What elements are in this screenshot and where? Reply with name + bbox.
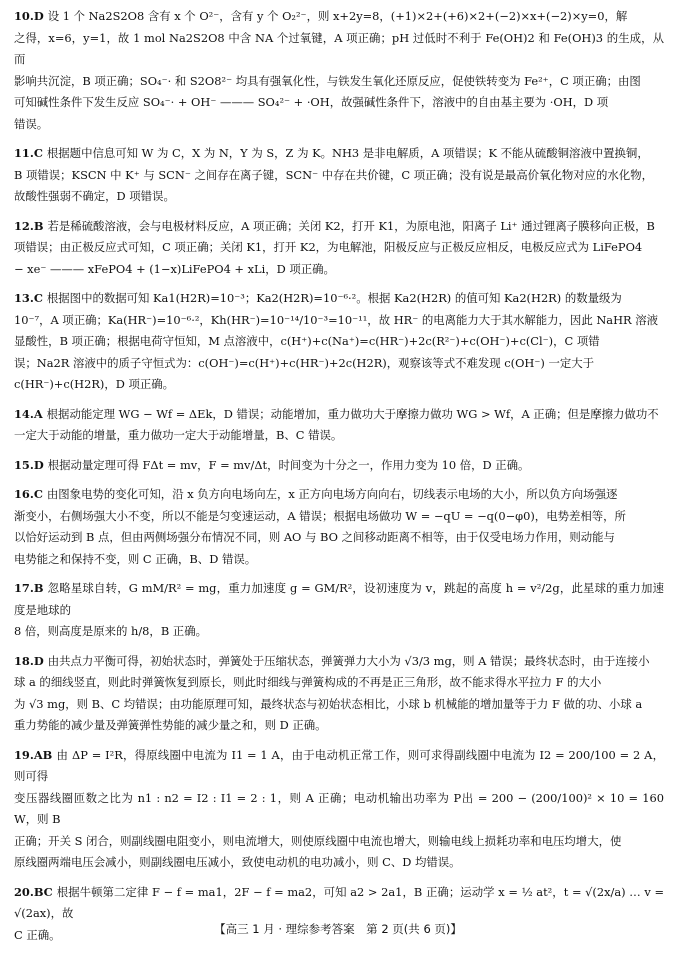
answer-line: − xe⁻ ——— xFePO4 + (1−x)LiFePO4 + xLi，D 项正确。: [14, 261, 335, 276]
answer-line: 一定大于动能的增量，重力做功一定大于动能增量，B、C 错误。: [14, 428, 343, 442]
question-number: 19.AB: [14, 747, 53, 762]
answer-line: [14, 404, 664, 426]
answer-line: c(HR⁻)+c(H2R)，D 项正确。: [14, 377, 175, 391]
answer-line: [14, 6, 664, 28]
answer-line: 变压器线圈匝数之比为 n1 : n2 = I2 : I1 = 2 : 1，则 A 正确；电动机输出功率为 P出 = 200 − (200/100)² × 10 = 160 W，则 B: [14, 790, 664, 826]
answer-item: [14, 745, 664, 874]
answer-text: 设 1 个 Na2S2O8 含有 x 个 O²⁻，含有 y 个 O₂²⁻，则 x+2y=8，(+1)×2+(+6)×2+(−2)×x+(−2)×y=0，解: [47, 9, 628, 23]
answer-line: 项错误；由正极反应式可知，C 项正确；关闭 K1，打开 K2，为电解池，阳极反应与正极反应相反，电极反应式为 LiFePO4: [14, 240, 643, 254]
answer-line: 原线圈两端电压会减小，则副线圈电压减小，致使电动机的电功减小，则 C、D 均错误。: [14, 855, 461, 869]
question-number: 20.BC: [14, 884, 53, 899]
answer-line: 误；Na2R 溶液中的质子守恒式为：c(OH⁻)=c(H⁺)+c(HR⁻)+2c(H2R)，观察该等式不难发现 c(OH⁻) 一定大于: [14, 355, 595, 370]
answer-item: [14, 455, 664, 477]
question-number: 15.D: [14, 457, 44, 472]
answer-item: [14, 288, 664, 396]
answer-line: 10⁻⁷，A 项正确；Ka(HR⁻)=10⁻⁶·²，Kh(HR⁻)=10⁻¹⁴/10⁻³=10⁻¹¹，故 HR⁻ 的电离能力大于其水解能力，因此 NaHR 溶液: [14, 312, 659, 327]
answer-line: 故酸性强弱不确定，D 项错误。: [14, 189, 175, 203]
answer-line: 影响共沉淀，B 项正确；SO₄⁻· 和 S2O8²⁻ 均具有强氧化性，与铁发生氧化还原反应，促使铁转变为 Fe²⁺，C 项正确；由图: [14, 73, 641, 88]
answer-line: 为 √3 mg，则 B、C 均错误；由功能原理可知，最终状态与初始状态相比，小球 b 机械能的增加量等于力 F 做的功、小球 a: [14, 696, 643, 711]
answer-text: 根据动量定理可得 FΔt = mv，F = mv/Δt，时间变为十分之一，作用力变为 10 倍，D 正确。: [47, 457, 530, 472]
answer-line: B 项错误；KSCN 中 K⁺ 与 SCN⁻ 之间存在离子键，SCN⁻ 中存在共价键，C 项正确；没有说是最高价氧化物对应的水化物，: [14, 167, 653, 182]
answer-item: [14, 404, 664, 447]
question-number: 13.C: [14, 291, 43, 305]
answer-line: [14, 455, 664, 477]
question-number: 14.A: [14, 406, 43, 421]
answer-line: [14, 216, 664, 238]
answer-line: 以恰好运动到 B 点，但由两侧场强分布情况不同，则 AO 与 BO 之间移动距离不相等，由于仅受电场力作用，则动能与: [14, 530, 615, 544]
answer-text: 根据牛顿第二定律 F − f = ma1，2F − f = ma2，可知 a2 > 2a1，B 正确；运动学 x = ½ at²，t = √(2x/a) … v = √(2ax)，故: [14, 884, 664, 920]
answer-line: [14, 288, 664, 310]
answer-line: 8 倍，则高度是原来的 h/8，B 正确。: [14, 624, 207, 638]
answer-line: 错误。: [14, 116, 49, 131]
answer-line: [14, 882, 664, 925]
answer-line: 重力势能的减少量及弹簧弹性势能的减少量之和，则 D 正确。: [14, 718, 327, 732]
question-number: 11.C: [14, 146, 43, 160]
answer-line: 球 a 的细线竖直，则此时弹簧恢复到原长，则此时细线与弹簧构成的不再是正三角形，故不能求得水平拉力 F 的大小: [14, 675, 602, 689]
question-number: 17.B: [14, 581, 44, 595]
question-number: 18.D: [14, 653, 44, 668]
answer-line: 渐变小，右侧场强大小不变，所以不能是匀变速运动，A 错误；根据电场做功 W = −qU = −q(0−φ0)，电势差相等，所: [14, 508, 626, 523]
answer-item: [14, 578, 664, 643]
answer-item: [14, 6, 664, 135]
answer-line: 可知碱性条件下发生反应 SO₄⁻· + OH⁻ ——— SO₄²⁻ + ·OH，故强碱性条件下，溶液中的自由基主要为 ·OH，D 项: [14, 95, 609, 109]
answer-line: C 正确。: [14, 927, 61, 942]
answer-line: [14, 484, 664, 506]
answer-page: [14, 6, 664, 954]
answer-text: 根据题中信息可知 W 为 C，X 为 N，Y 为 S，Z 为 K。NH3 是非电解质，A 项错误；K 不能从硫酸铜溶液中置换铜，: [46, 146, 649, 160]
question-number: 12.B: [14, 218, 44, 233]
answer-text: 根据动能定理 WG − Wf = ΔEk，D 错误；动能增加，重力做功大于摩擦力做功 WG > Wf，A 正确；但是摩擦力做功不: [46, 406, 659, 421]
page-footer: 【高三 1 月 · 理综参考答案 第 2 页(共 6 页)】: [214, 922, 462, 936]
answer-line: [14, 578, 664, 621]
answer-item: [14, 216, 664, 281]
question-number: 10.D: [14, 9, 44, 23]
answer-text: 由 ΔP = I²R，得原线圈中电流为 I1 = 1 A，由于电动机正常工作，则可求得副线圈中电流为 I2 = 200/100 = 2 A，则可得: [14, 747, 664, 783]
answer-text: 由图象电势的变化可知，沿 x 负方向电场向左，x 正方向电场方向向右，切线表示电场的大小，所以负方向场强逐: [46, 487, 618, 501]
answer-text: 若是稀硫酸溶液，会与电极材料反应，A 项正确；关闭 K2，打开 K1，为原电池，阳离子 Li⁺ 通过锂离子膜移向正极，B: [47, 218, 655, 233]
answer-text: 忽略星球自转，G mM/R² = mg，重力加速度 g = GM/R²，设初速度为 v，跳起的高度 h = v²/2g，此星球的重力加速度是地球的: [14, 581, 664, 617]
answer-line: [14, 143, 664, 165]
answer-item: [14, 143, 664, 208]
question-number: 16.C: [14, 487, 43, 501]
answer-text: 由共点力平衡可得，初始状态时，弹簧处于压缩状态，弹簧弹力大小为 √3/3 mg，则 A 错误；最终状态时，由于连接小: [47, 653, 650, 668]
answer-line: 之得，x=6，y=1，故 1 mol Na2S2O8 中含 NA 个过氧键，A 项正确；pH 过低时不利于 Fe(OH)2 和 Fe(OH)3 的生成，从而: [14, 30, 664, 66]
answer-text: 根据图中的数据可知 Ka1(H2R)=10⁻³；Ka2(H2R)=10⁻⁶·²。根据 Ka2(H2R) 的值可知 Ka2(H2R) 的数量级为: [46, 291, 622, 305]
answer-line: [14, 651, 664, 673]
answer-line: [14, 745, 664, 788]
answer-item: [14, 484, 664, 570]
answer-line: 正确；开关 S 闭合，则副线圈电阻变小，则电流增大，则使原线圈中电流也增大，则输电线上损耗功率和电压均增大，使: [14, 833, 622, 848]
answer-line: 显酸性，B 项正确；根据电荷守恒知，M 点溶液中，c(H⁺)+c(Na⁺)=c(HR⁻)+2c(R²⁻)+c(OH⁻)+c(Cl⁻)，C 项错: [14, 334, 600, 348]
answer-item: [14, 651, 664, 737]
answer-line: 电势能之和保持不变，则 C 正确，B、D 错误。: [14, 551, 257, 566]
